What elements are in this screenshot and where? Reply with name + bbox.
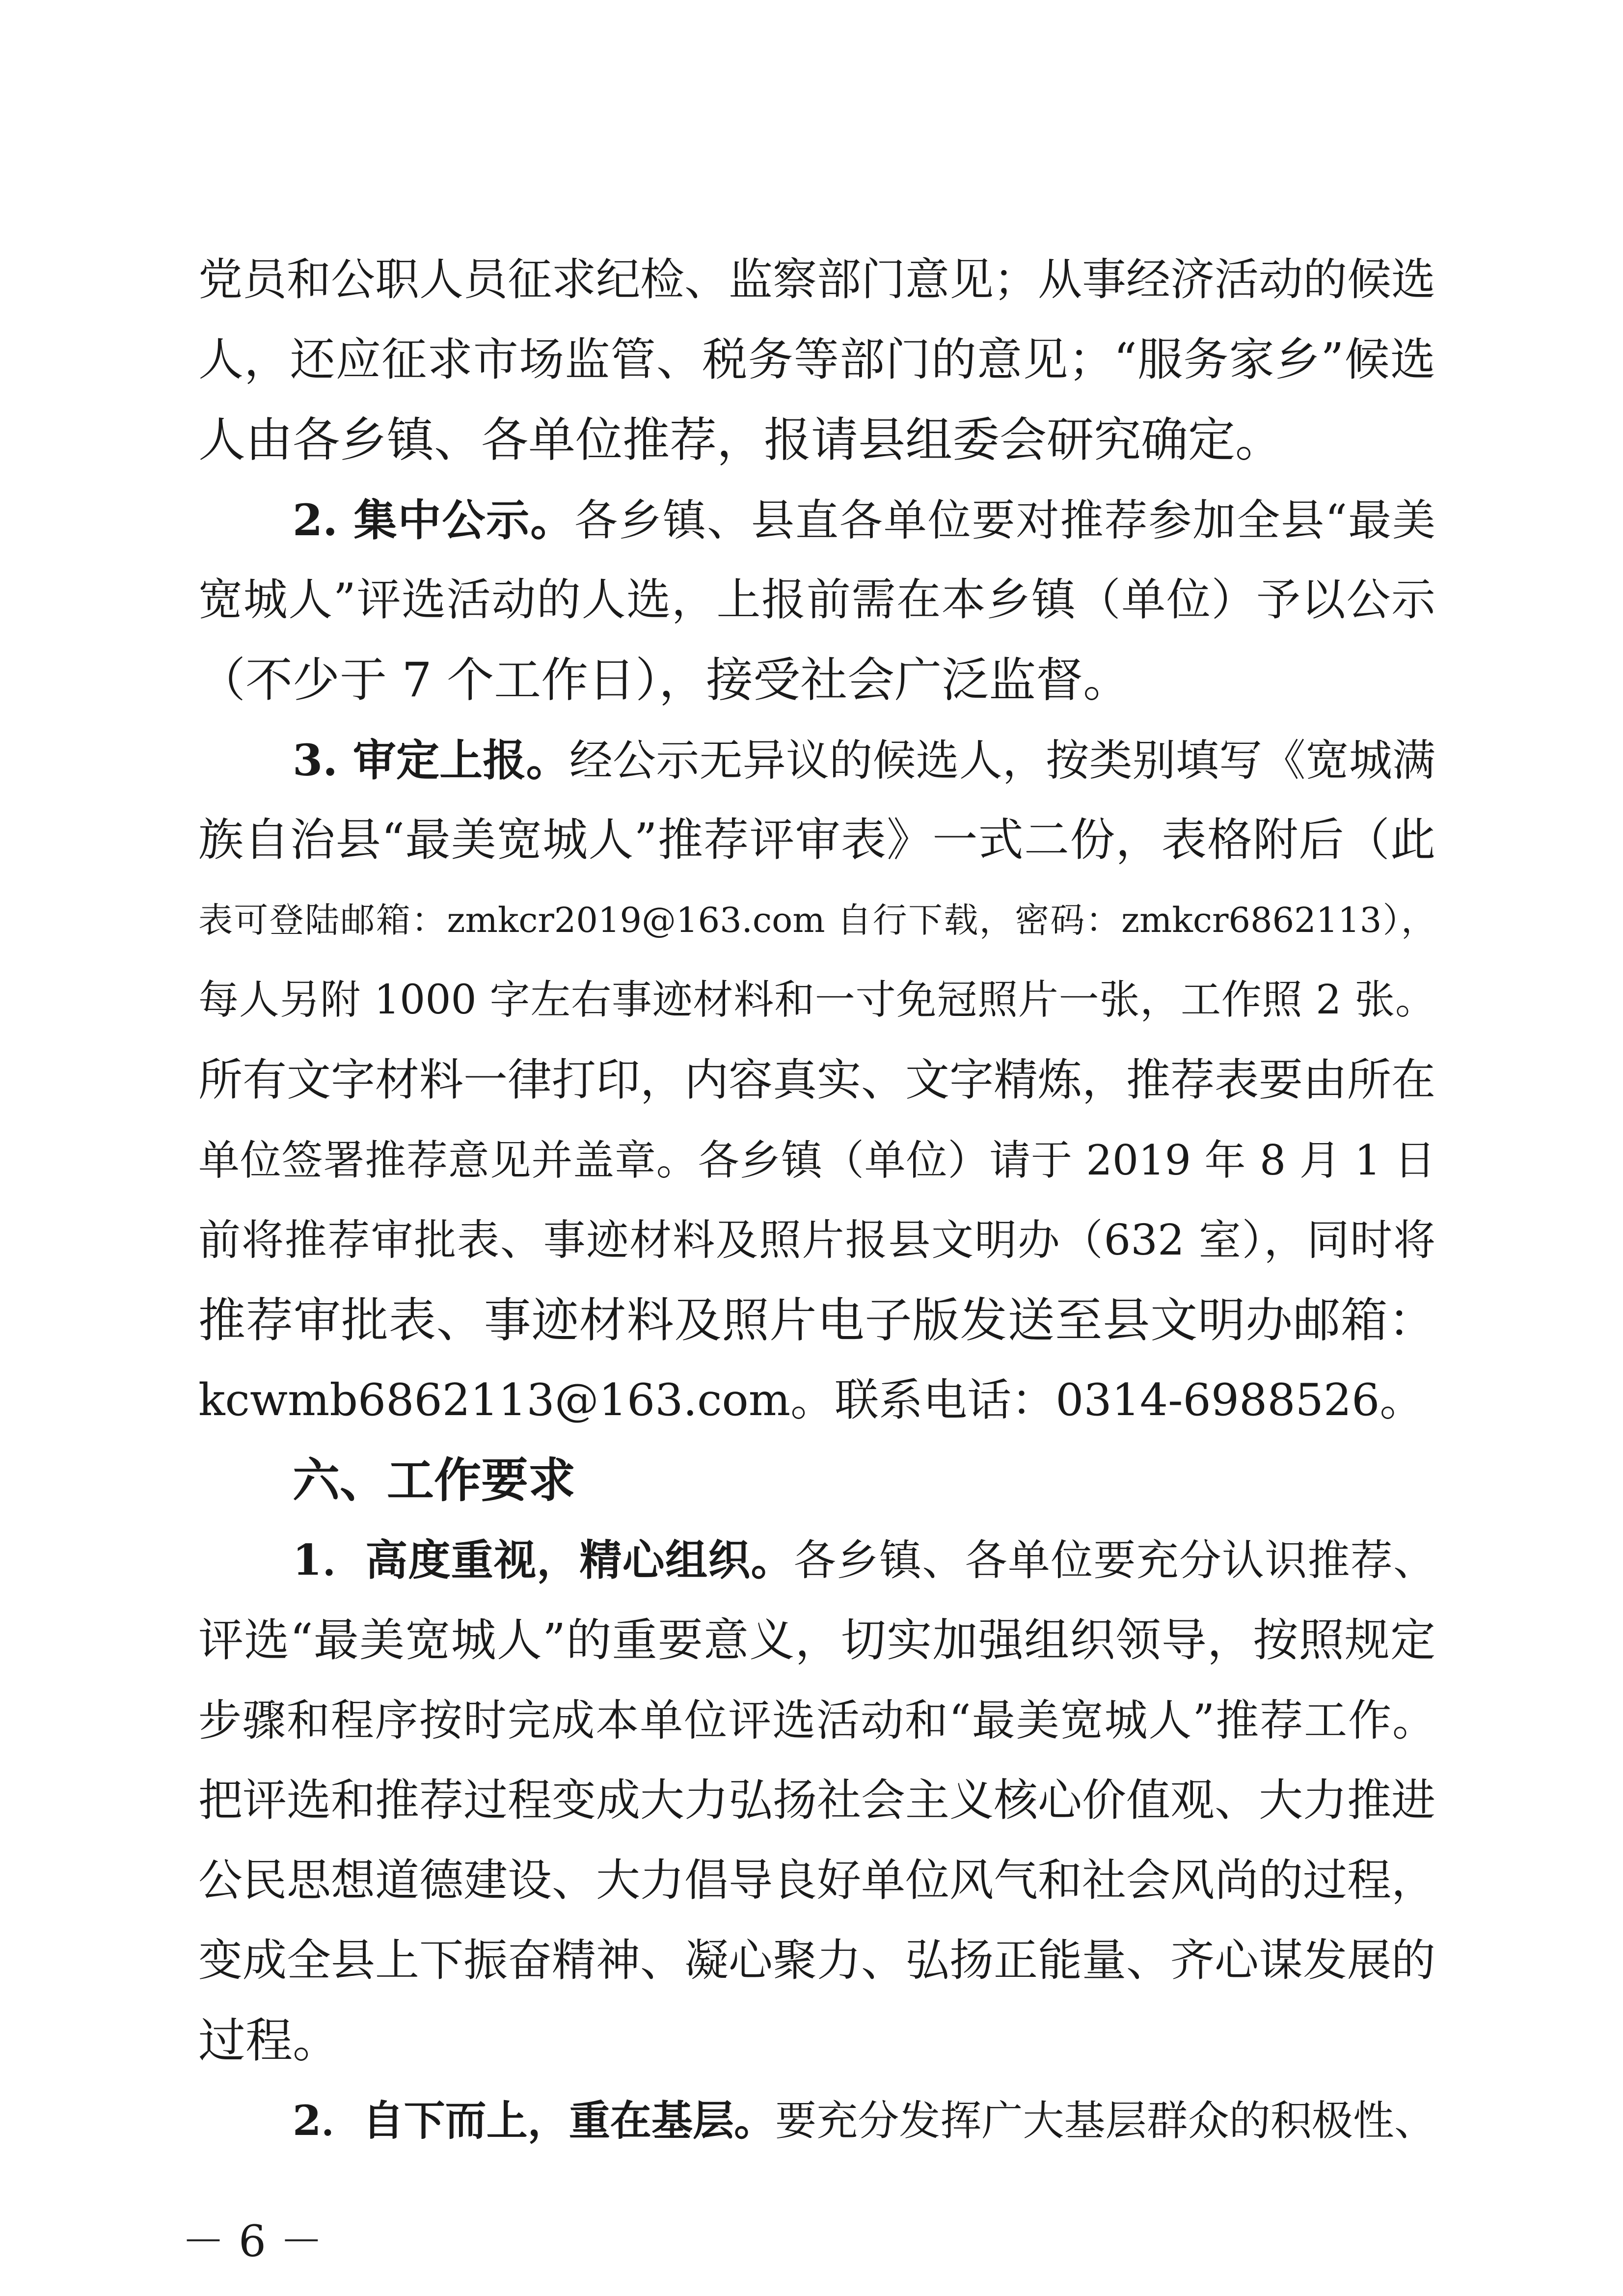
body-line (293, 721, 1435, 799)
line-text: 单位签署推荐意见并盖章。各乡镇（单位）请于 2019 年 8 月 1 日 (198, 1136, 1435, 1184)
body-line (198, 1201, 1435, 1280)
line-text: 把评选和推荐过程变成大力弘扬社会主义核心价值观、大力推进 (198, 1775, 1435, 1826)
line-text: 党员和公职人员征求纪检、监察部门意见；从事经济活动的候选 (198, 254, 1435, 305)
body-line (198, 1361, 1435, 1440)
body-line (293, 481, 1435, 559)
line-text: 所有文字材料一律打印，内容真实、文字精炼，推荐表要由所在 (198, 1054, 1435, 1106)
line-text: kcwmb6862113@163.com。联系电话：0314-6988526。 (198, 1374, 1424, 1426)
body-line (198, 881, 1435, 959)
body-line (198, 1841, 1435, 1920)
body-line (198, 401, 1435, 479)
page-number: － 6 － (182, 2216, 323, 2267)
body-line (293, 1521, 1435, 1600)
item-lead: 3. 审定上报。 (293, 735, 569, 786)
body-line (198, 241, 1435, 319)
section-heading (293, 1441, 1435, 1520)
line-text: 要充分发挥广大基层群众的积极性、 (775, 2097, 1435, 2145)
body-line (198, 2001, 1435, 2080)
item-lead: 2．自下而上，重在基层。 (293, 2096, 776, 2145)
line-text: 经公示无异议的候选人，按类别填写《宽城满 (569, 735, 1435, 786)
line-text: 人由各乡镇、各单位推荐，报请县组委会研究确定。 (198, 412, 1282, 467)
line-text: 评选“最美宽城人”的重要意义，切实加强组织领导，按照规定 (198, 1614, 1435, 1667)
body-line (293, 2081, 1435, 2160)
line-text: 变成全县上下振奋精神、凝心聚力、弘扬正能量、齐心谋发展的 (198, 1935, 1435, 1986)
line-text: 人，还应征求市场监管、税务等部门的意见；“服务家乡”候选 (198, 333, 1435, 386)
body-line (198, 1681, 1435, 1760)
body-line (198, 1281, 1435, 1360)
body-line (198, 1601, 1435, 1680)
line-text: 每人另附 1000 字左右事迹材料和一寸免冠照片一张，工作照 2 张。 (198, 977, 1435, 1023)
body-line (198, 561, 1435, 639)
line-text: 宽城人”评选活动的人选，上报前需在本乡镇（单位）予以公示 (198, 574, 1435, 626)
body-line (198, 641, 1435, 719)
line-text: 族自治县“最美宽城人”推荐评审表》一式二份，表格附后（此 (198, 814, 1435, 866)
body-line (198, 1921, 1435, 2000)
body-line (198, 961, 1435, 1039)
line-text: 各乡镇、各单位要充分认识推荐、 (793, 1536, 1436, 1585)
body-line (198, 321, 1435, 399)
item-lead: 2. 集中公示。 (293, 494, 575, 546)
line-text: （不少于 7 个工作日），接受社会广泛监督。 (198, 653, 1131, 708)
line-text: 步骤和程序按时完成本单位评选活动和“最美宽城人”推荐工作。 (198, 1695, 1435, 1746)
section-heading-text: 六、工作要求 (293, 1453, 575, 1508)
line-text: 表可登陆邮箱：zmkcr2019@163.com 自行下载，密码：zmkcr6862113）， (198, 900, 1435, 940)
body-line (198, 1761, 1435, 1840)
line-text: 推荐审批表、事迹材料及照片电子版发送至县文明办邮箱： (198, 1293, 1435, 1348)
line-text: 各乡镇、县直各单位要对推荐参加全县“最美 (574, 495, 1435, 546)
line-text: 前将推荐审批表、事迹材料及照片报县文明办（632 室），同时将 (198, 1216, 1435, 1265)
line-text: 过程。 (198, 2013, 340, 2068)
item-lead: 1．高度重视，精心组织。 (293, 1535, 794, 1585)
body-line (198, 1121, 1435, 1200)
body-line (198, 801, 1435, 879)
body-line (198, 1041, 1435, 1120)
line-text: 公民思想道德建设、大力倡导良好单位风气和社会风尚的过程， (198, 1855, 1435, 1906)
